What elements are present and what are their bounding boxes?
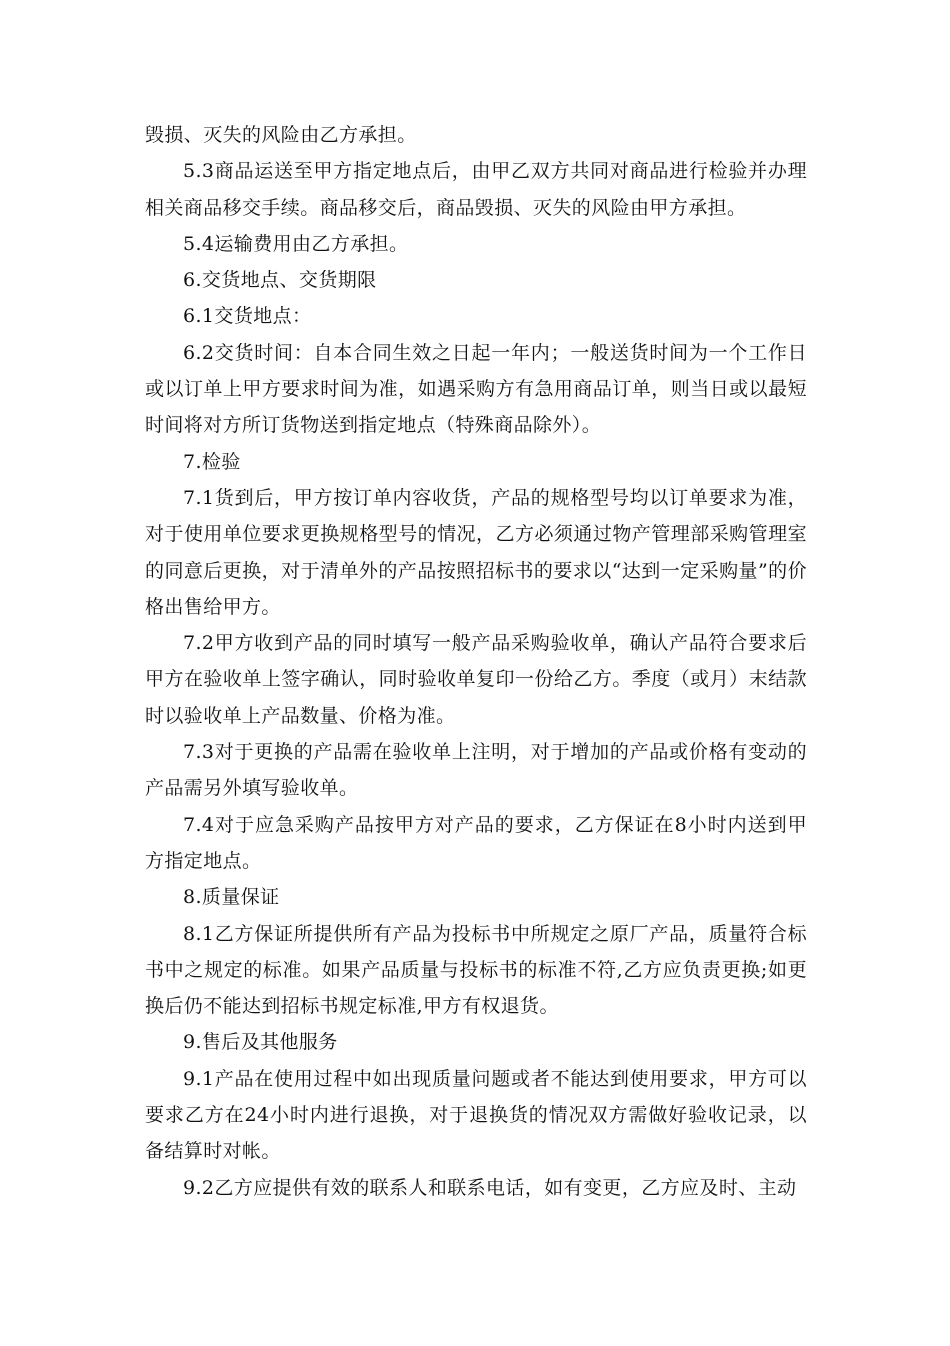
paragraph-9-1: 9.1产品在使用过程中如出现质量问题或者不能达到使用要求，甲方可以要求乙方在24小时内进行退换，对于退换货的情况双方需做好验收记录，以备结算时对帐。	[145, 1067, 807, 1163]
paragraph-9-2: 9.2乙方应提供有效的联系人和联系电话，如有变更，乙方应及时、主动	[183, 1176, 797, 1199]
paragraph-8-1: 8.1乙方保证所提供所有产品为投标书中所规定之原厂产品，质量符合标书中之规定的标准。如果产品质量与投标书的标准不符,乙方应负责更换;如更换后仍不能达到招标书规定标准,甲方有权退货。	[145, 922, 807, 1018]
paragraph-7-4: 7.4对于应急采购产品按甲方对产品的要求，乙方保证在8小时内送到甲方指定地点。	[145, 813, 807, 872]
paragraph-risk-carryover: 毁损、灭失的风险由乙方承担。	[145, 124, 417, 146]
section-heading-9: 9.售后及其他服务	[183, 1031, 338, 1054]
paragraph-7-1: 7.1货到后，甲方按订单内容收货，产品的规格型号均以订单要求为准，对于使用单位要求更换规格型号的情况，乙方必须通过物产管理部采购管理室的同意后更换，对于清单外的产品按照招标书的要求以“达到一定采购量”的价格出售给甲方。	[145, 486, 807, 618]
paragraph-6-1: 6.1交货地点：	[183, 305, 312, 328]
paragraph-7-2: 7.2甲方收到产品的同时填写一般产品采购验收单，确认产品符合要求后甲方在验收单上签字确认，同时验收单复印一份给乙方。季度（或月）末结款时以验收单上产品数量、价格为准。	[145, 632, 807, 727]
paragraph-5-3: 5.3商品运送至甲方指定地点后，由甲乙双方共同对商品进行检验并办理相关商品移交手续。商品移交后，商品毁损、灭失的风险由甲方承担。	[145, 160, 807, 219]
section-heading-6: 6.交货地点、交货期限	[183, 269, 377, 292]
section-heading-8: 8.质量保证	[183, 886, 280, 909]
paragraph-7-3: 7.3对于更换的产品需在验收单上注明，对于增加的产品或价格有变动的产品需另外填写验收单。	[145, 741, 807, 800]
section-heading-7: 7.检验	[183, 450, 241, 473]
document-body	[145, 117, 807, 1206]
paragraph-6-2: 6.2交货时间：自本合同生效之日起一年内；一般送货时间为一个工作日或以订单上甲方要求时间为准，如遇采购方有急用商品订单，则当日或以最短时间将对方所订货物送到指定地点（特殊商品除外）。	[145, 341, 807, 437]
paragraph-5-4: 5.4运输费用由乙方承担。	[183, 232, 409, 255]
